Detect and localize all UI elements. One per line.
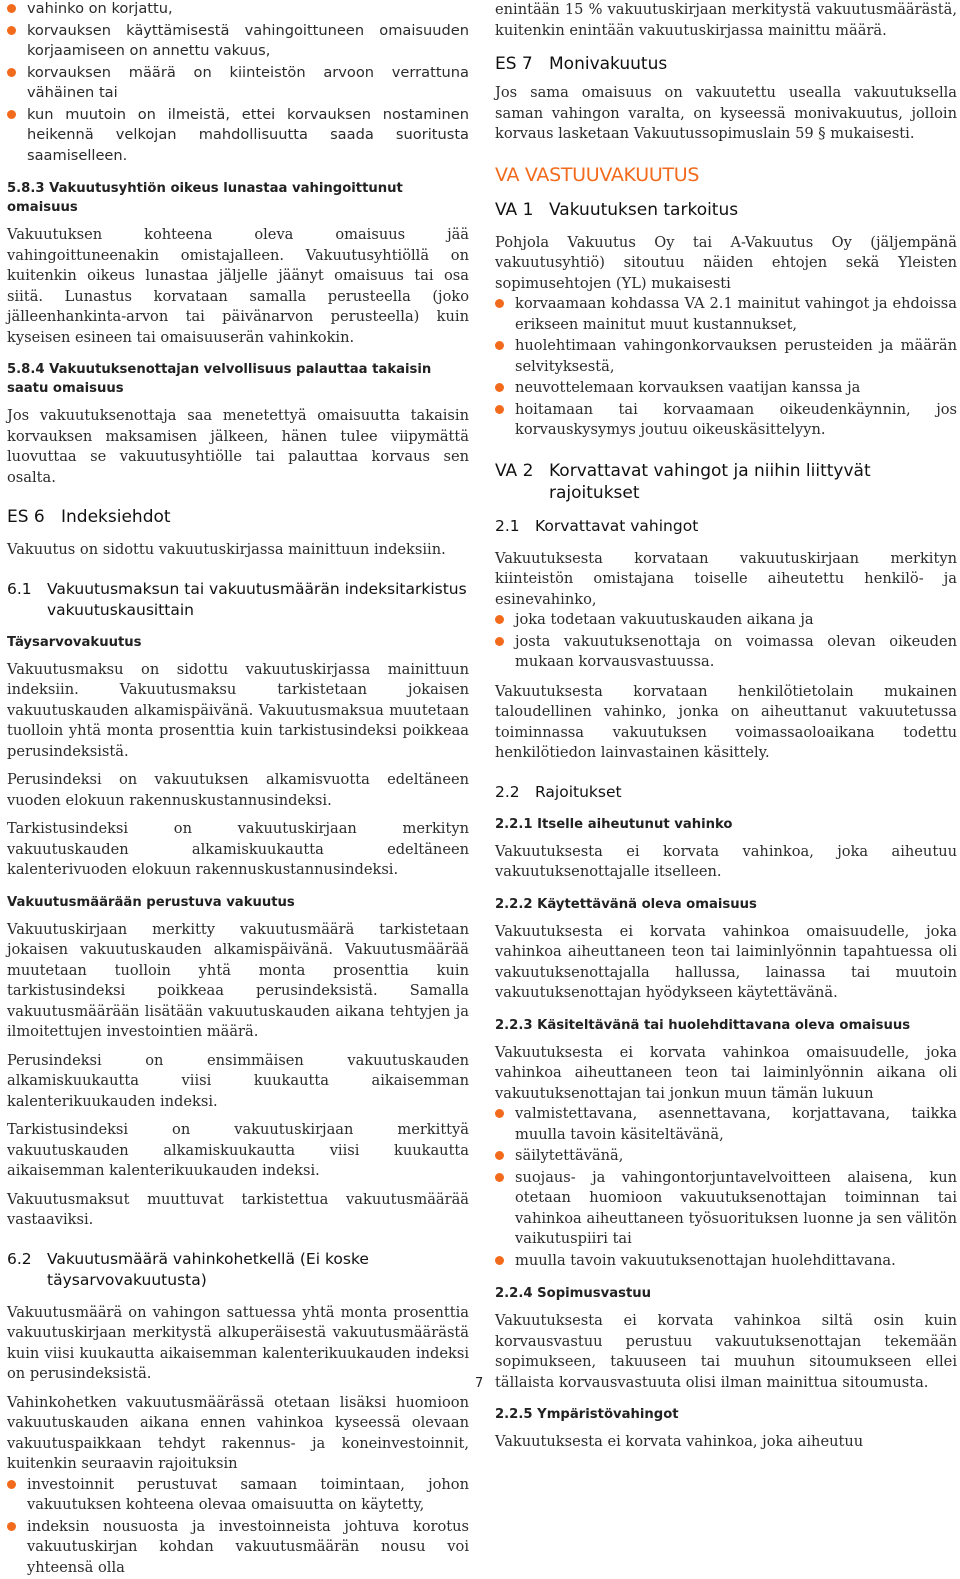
section-heading-2-2-4: 2.2.4 Sopimusvastuu — [495, 1286, 652, 1301]
paragraph: Vakuutuksesta ei korvata vahinkoa siltä osin kuin korvausvastuu perustuu vakuutuksenottajan tekemään sopimukseen, takuuseen tai muuhun sitoumukseen ellei tällaista korvausvastuuta olisi ilman mainittua sitoumusta. — [495, 1312, 957, 1391]
list-item: säilytettävänä, — [495, 1146, 957, 1167]
list-item: korvauksen määrä on kiinteistön arvoon verrattuna vähäinen tai — [7, 63, 469, 104]
bullet-icon — [7, 68, 16, 77]
list-item: investoinnit perustuvat samaan toimintaan, johon vakuutuksen kohteena olevaa omaisuutta on käytetty, — [7, 1475, 469, 1516]
section-heading-2-1 — [495, 516, 957, 537]
list-item: korvauksen käyttämisestä vahingoittuneen omaisuuden korjaamiseen on annettu vakuus, — [7, 21, 469, 62]
bullet-icon — [7, 4, 16, 13]
section-title: Vakuutuksen tarkoitus — [549, 199, 739, 220]
section-heading-6-1 — [7, 579, 469, 621]
list-item: muulla tavoin vakuutuksenottajan huolehdittavana. — [495, 1251, 957, 1272]
top-bullet-list — [7, 0, 469, 166]
paragraph: Perusindeksi on vakuutuksen alkamisvuotta edeltäneen vuoden elokuun rakennuskustannusindeksi. — [7, 771, 469, 809]
bullet-list-6-2 — [7, 1475, 469, 1579]
section-number: 2.1 — [495, 516, 520, 535]
section-heading-2-2-5: 2.2.5 Ympäristövahingot — [495, 1407, 679, 1422]
list-item: indeksin nousuosta ja investoinneista johtuva korotus vakuutuskirjan kohdan vakuutusmäärän nousu voi yhteensä olla — [7, 1517, 469, 1579]
bullet-icon — [7, 1480, 16, 1489]
section-title: Monivakuutus — [549, 54, 668, 74]
paragraph: Vakuutus on sidottu vakuutuskirjassa mainittuun indeksiin. — [7, 541, 446, 558]
section-number: 6.2 — [7, 1249, 32, 1268]
paragraph: Perusindeksi on ensimmäisen vakuutuskauden alkamiskuukautta viisi kuukautta aikaisemman kalenterikuukauden indeksi. — [7, 1051, 469, 1110]
list-item: suojaus- ja vahingontorjuntavelvoitteen alaisena, kun otetaan huomioon vakuutuksenottajan toiminnan tai vahinkoa aiheuttaneen työsuorituksen luonne ja sen välitön vaikutuspiiri tai — [495, 1168, 957, 1250]
left-column — [7, 0, 469, 1579]
bullet-icon — [7, 26, 16, 35]
chapter-heading-va: VA VASTUUVAKUUTUS — [495, 163, 700, 186]
section-heading-2-2-1: 2.2.1 Itselle aiheutunut vahinko — [495, 816, 733, 832]
list-item: josta vakuutuksenottaja on voimassa olevan oikeuden mukaan korvausvastuussa. — [495, 632, 957, 673]
paragraph: Tarkistusindeksi on vakuutuskirjaan merkittyä vakuutuskauden alkamiskuukautta viisi kuukautta aikaisemman kalenterikuukauden indeksi. — [7, 1121, 469, 1179]
subheading-taysarvovakuutus: Täysarvovakuutus — [7, 634, 142, 650]
section-title: Rajoitukset — [535, 782, 622, 801]
bullet-icon — [7, 1522, 16, 1531]
paragraph: Jos sama omaisuus on vakuutettu usealla vakuutuksella saman vahingon varalta, on kyseessä monivakuutus, jolloin korvaus lasketaan Vakuutussopimuslain 59 § mukaisesti. — [495, 84, 957, 142]
bullet-list-va1 — [495, 294, 957, 441]
section-number: ES 6 — [7, 507, 45, 527]
bullet-icon — [495, 383, 504, 392]
paragraph: enintään 15 % vakuutuskirjaan merkitystä vakuutusmäärästä, kuitenkin enintään vakuutuskirjassa mainittu määrä. — [495, 1, 957, 39]
paragraph: Vakuutusmaksu on sidottu vakuutuskirjassa mainittuun indeksiin. Vakuutusmaksu tarkistetaan jokaisen vakuutuskauden alkamispäivänä. Vakuutusmaksua muutetaan tuolloin yhtä monta prosenttia kuin tarkistusindeksi poikkeaa perusindeksistä. — [7, 660, 469, 760]
paragraph: Vakuutuksesta korvataan henkilötietolain mukainen taloudellinen vahinko, jonka on aiheuttanut vakuutetussa toiminnassa vakuutuksen voimassaoloaikana todettu henkilötiedon lainvastainen käsittely. — [495, 682, 957, 761]
list-item: valmistettavana, asennettavana, korjattavana, taikka muulla tavoin käsiteltävänä, — [495, 1104, 957, 1145]
bullet-icon — [495, 341, 504, 350]
bullet-icon — [495, 615, 504, 624]
list-item: vahinko on korjattu, — [7, 0, 469, 20]
section-heading-va1 — [495, 199, 957, 221]
section-title: Korvattavat vahingot — [535, 516, 699, 535]
section-title: Vakuutusmaksun tai vakuutusmäärän indeksitarkistus vakuutuskausittain — [47, 579, 467, 619]
bullet-icon — [495, 1109, 504, 1118]
section-number: ES 7 — [495, 54, 533, 74]
section-heading-2-2 — [495, 782, 957, 803]
paragraph: Jos vakuutuksenottaja saa menetettyä omaisuutta takaisin korvauksen maksamisen jälkeen, hänen tulee viipymättä luovuttaa se vakuutusyhtiölle tai palauttaa korvaus sen osalta. — [7, 407, 469, 486]
paragraph: Vakuutuksesta ei korvata vahinkoa omaisuudelle, joka vahinkoa aiheuttaneen teon tai laiminlyönnin aikana oli vakuutuksenottajan tai jonkun muun tämän lukuun — [495, 1043, 957, 1102]
paragraph: Tarkistusindeksi on vakuutuskirjaan merkityn vakuutuskauden alkamiskuukautta edeltäneen kalenterivuoden elokuun rakennuskustannusindeksi. — [7, 820, 469, 878]
section-heading-5-8-4: 5.8.4 Vakuutuksenottajan velvollisuus palauttaa takaisin saatu omaisuus — [7, 362, 432, 396]
bullet-icon — [495, 405, 504, 414]
page-number: 7 — [475, 1376, 484, 1391]
list-item: hoitamaan tai korvaamaan oikeudenkäynnin, jos korvauskysymys joutuu oikeuskäsittelyyn. — [495, 400, 957, 441]
section-title: Vakuutusmäärä vahinkohetkellä (Ei koske täysarvovakuutusta) — [47, 1249, 369, 1289]
paragraph: Vakuutusmäärä on vahingon sattuessa yhtä monta prosenttia vakuutuskirjaan merkitystä alkuperäisestä vakuutusmäärästä kuin viisi kuukautta aikaisemman kalenterikuukauden indeksi on perusindeksistä. — [7, 1303, 469, 1382]
bullet-icon — [7, 110, 16, 119]
section-number: VA 1 — [495, 199, 534, 220]
paragraph: Vakuutuksesta ei korvata vahinkoa, joka aiheutuu vakuutuksenottajalle itselleen. — [495, 842, 957, 880]
bullet-icon — [495, 637, 504, 646]
right-column — [495, 0, 957, 1453]
section-number: VA 2 — [495, 460, 534, 481]
list-item: huolehtimaan vahingonkorvauksen perusteiden ja määrän selvityksestä, — [495, 336, 957, 377]
list-item: neuvottelemaan korvauksen vaatijan kanssa ja — [495, 378, 957, 399]
section-heading-va2 — [495, 460, 957, 504]
paragraph: Vakuutusmaksut muuttuvat tarkistettua vakuutusmäärää vastaaviksi. — [7, 1190, 469, 1228]
section-heading-es7 — [495, 53, 957, 75]
bullet-icon — [495, 299, 504, 308]
section-number: 6.1 — [7, 579, 32, 598]
section-heading-5-8-3: 5.8.3 Vakuutusyhtiön oikeus lunastaa vahingoittunut omaisuus — [7, 181, 403, 215]
section-title: Korvattavat vahingot ja niihin liittyvät rajoitukset — [549, 460, 871, 503]
list-item: korvaamaan kohdassa VA 2.1 mainitut vahingot ja ehdoissa erikseen mainitut muut kustannukset, — [495, 294, 957, 335]
list-item: joka todetaan vakuutuskauden aikana ja — [495, 610, 957, 631]
paragraph: Vakuutuksesta ei korvata vahinkoa, joka aiheutuu — [495, 1433, 864, 1450]
bullet-list-2-2-3 — [495, 1104, 957, 1271]
paragraph: Vakuutuksesta korvataan vakuutuskirjaan merkityn kiinteistön omistajana toiselle aiheutettu henkilö- ja esinevahinko, — [495, 549, 957, 608]
paragraph: Pohjola Vakuutus Oy tai A-Vakuutus Oy (jäljempänä vakuutusyhtiö) sitoutuu näiden ehtojen sekä Yleisten sopimusehtojen (YL) mukaisesti — [495, 233, 957, 292]
bullet-icon — [495, 1256, 504, 1265]
section-heading-es6 — [7, 506, 469, 528]
list-item: kun muutoin on ilmeistä, ettei korvauksen nostaminen heikennä velkojan mahdollisuutta saada suoritusta saamiselleen. — [7, 105, 469, 167]
paragraph: Vakuutuskirjaan merkitty vakuutusmäärä tarkistetaan jokaisen vakuutuskauden alkamispäivänä. Vakuutusmäärää muutetaan tuolloin yhtä monta prosenttia kuin tarkistusindeksi poikkeaa perusindeksistä. Samalla vakuutusmäärään lisätään vakuutuskauden aikana tehtyjen ja ilmoitettujen investointien määrä. — [7, 920, 469, 1040]
section-number: 2.2 — [495, 782, 520, 801]
subheading-vakuutusmaara: Vakuutusmäärään perustuva vakuutus — [7, 894, 295, 910]
section-title: Indeksiehdot — [61, 507, 171, 527]
bullet-list-2-1 — [495, 610, 957, 673]
paragraph: Vakuutuksen kohteena oleva omaisuus jää vahingoittuneenakin omistajalleen. Vakuutusyhtiöllä on kuitenkin oikeus lunastaa jäljelle jäänyt omaisuus tai osa siitä. Lunastus korvataan samalla perusteella (joko jälleenhankinta-arvon tai päivänarvon perusteella) kuin kyseisen esineen tai omaisuuserän vahinkokin. — [7, 226, 469, 346]
section-heading-6-2 — [7, 1249, 469, 1291]
paragraph: Vakuutuksesta ei korvata vahinkoa omaisuudelle, joka vahinkoa aiheuttaneen teon tai laiminlyönnin tapahtuessa oli vakuutuksenottajalla hallussa, lainassa tai muutoin vakuutuksenottajan hyödykseen käytettävänä. — [495, 922, 957, 1001]
section-heading-2-2-3: 2.2.3 Käsiteltävänä tai huolehdittavana oleva omaisuus — [495, 1017, 911, 1033]
section-heading-2-2-2: 2.2.2 Käytettävänä oleva omaisuus — [495, 896, 757, 912]
paragraph: Vahinkohetken vakuutusmäärässä otetaan lisäksi huomioon vakuutuskauden aikana ennen vahinkoa kyseessä olevaan vakuutuspaikkaan tehdyt rakennus- ja koneinvestoinnit, kuitenkin seuraavin rajoituksin — [7, 1393, 469, 1472]
bullet-icon — [495, 1173, 504, 1182]
bullet-icon — [495, 1151, 504, 1160]
